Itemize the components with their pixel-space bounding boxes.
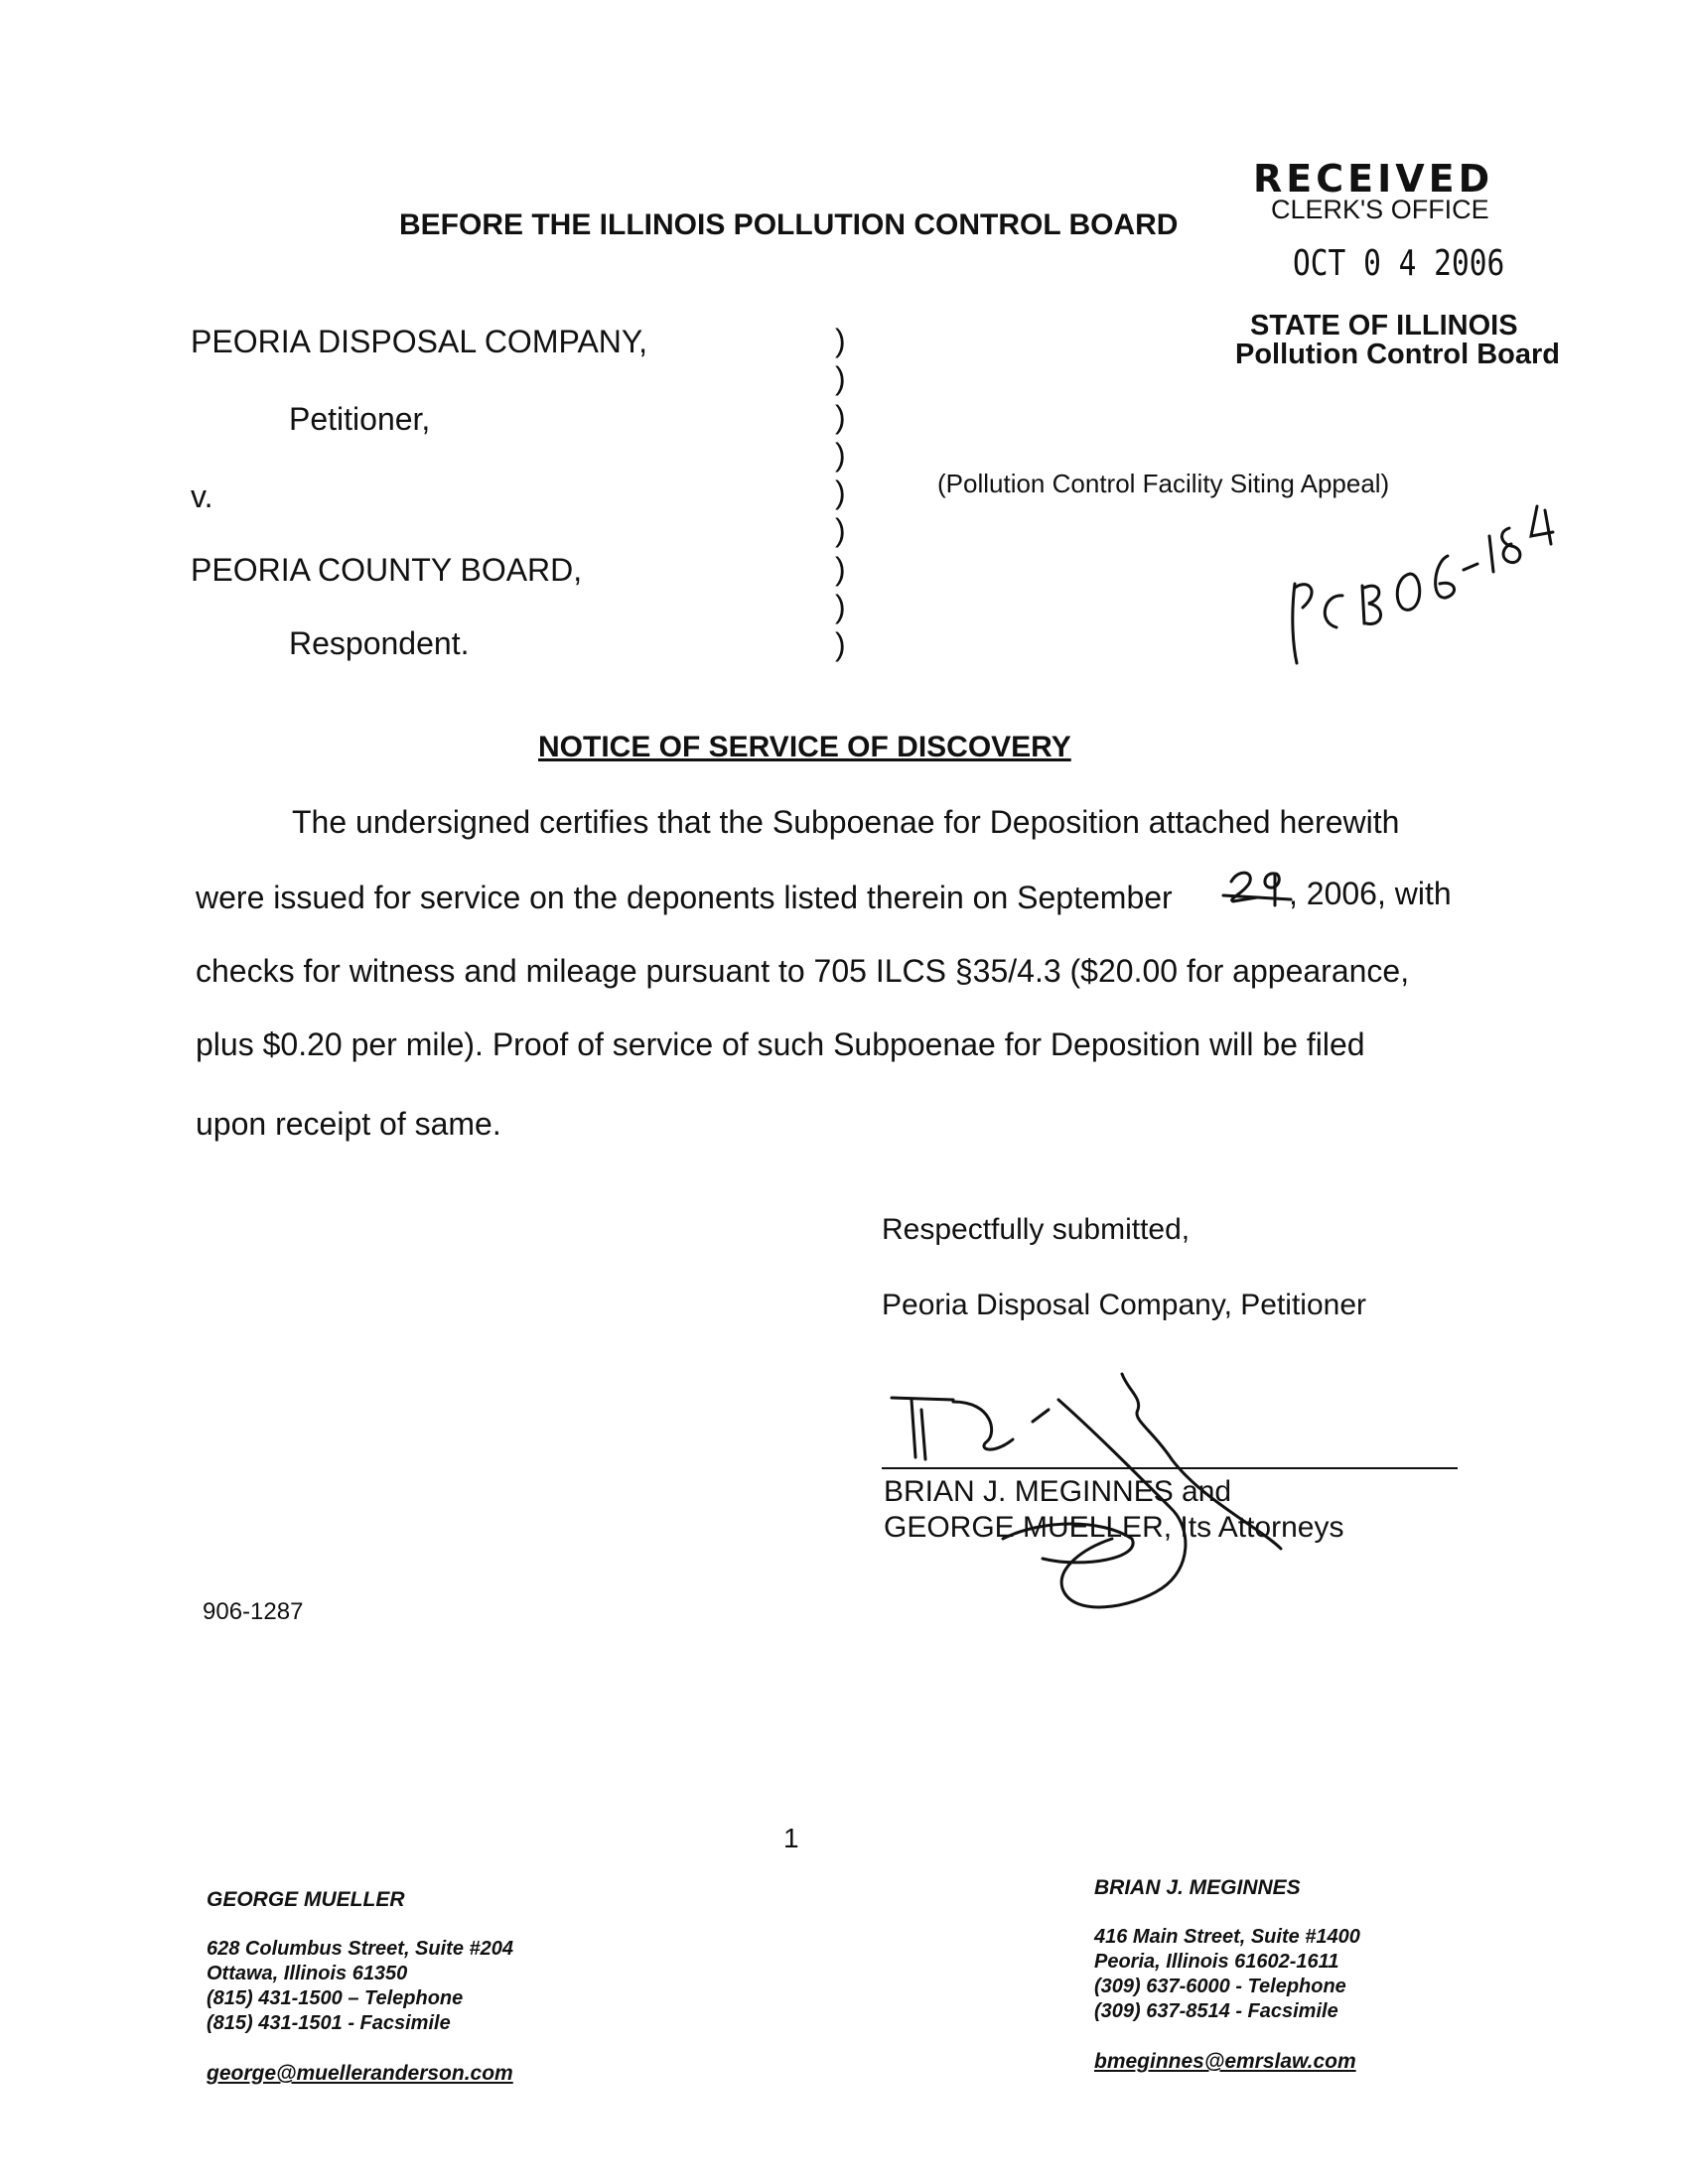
notice-title: NOTICE OF SERVICE OF DISCOVERY (538, 731, 1071, 763)
appeal-type: (Pollution Control Facility Siting Appeal) (937, 469, 1390, 498)
body-line-4: plus $0.20 per mile). Proof of service of such Subpoenae for Deposition will be filed (196, 1026, 1365, 1062)
signature-scribble (892, 1374, 1281, 1607)
page-number: 1 (783, 1823, 799, 1853)
respondent-role: Respondent. (289, 625, 470, 661)
file-number: 906-1287 (203, 1598, 304, 1625)
respectfully-submitted: Respectfully submitted, (882, 1213, 1191, 1246)
footer-right-lines: 416 Main Street, Suite #1400 Peoria, Illinois 61602-1611 (309) 637-6000 - Telephone (309) 637-8514 - Facsimile (1094, 1926, 1360, 2022)
received-stamp-word: RECEIVED (1253, 157, 1494, 201)
body-line-5: upon receipt of same. (196, 1106, 501, 1142)
received-stamp-board: Pollution Control Board (1235, 339, 1561, 370)
caption-parentheses: ) ) ) ) ) ) ) ) ) (835, 323, 846, 663)
respondent-name: PEORIA COUNTY BOARD, (191, 552, 583, 588)
received-stamp-state: STATE OF ILLINOIS (1250, 310, 1518, 341)
page-heading: BEFORE THE ILLINOIS POLLUTION CONTROL BOARD (399, 208, 1179, 241)
footer-left-name: GEORGE MUELLER (207, 1888, 405, 1911)
footer-right-name: BRIAN J. MEGINNES (1094, 1876, 1301, 1899)
signer-line-1: BRIAN J. MEGINNES and (884, 1475, 1232, 1508)
footer-right-email[interactable]: bmeginnes@emrslaw.com (1094, 2050, 1356, 2073)
versus: v. (191, 478, 213, 514)
body-line-3: checks for witness and mileage pursuant to 705 ILCS §35/4.3 ($20.00 for appearance, (196, 953, 1410, 989)
closing-party: Peoria Disposal Company, Petitioner (882, 1289, 1367, 1321)
handwritten-case-number (1293, 506, 1553, 663)
received-stamp-date: OCT 0 4 2006 (1293, 243, 1505, 284)
signer-line-2: GEORGE MUELLER, Its Attorneys (884, 1511, 1344, 1544)
petitioner-role: Petitioner, (289, 401, 431, 437)
footer-left-email[interactable]: george@muelleranderson.com (207, 2062, 513, 2085)
body-line-1: The undersigned certifies that the Subpoenae for Deposition attached herewith (292, 804, 1400, 840)
received-stamp-office: CLERK'S OFFICE (1271, 195, 1489, 224)
petitioner-name: PEORIA DISPOSAL COMPANY, (191, 324, 647, 359)
footer-left-lines: 628 Columbus Street, Suite #204 Ottawa, Illinois 61350 (815) 431-1500 – Telephone (815) 431-1501 - Facsimile (207, 1938, 514, 2034)
body-line-2a: were issued for service on the deponents listed therein on September (196, 880, 1173, 915)
body-line-2b: , 2006, with (1289, 876, 1452, 911)
handwritten-day (1223, 873, 1291, 905)
